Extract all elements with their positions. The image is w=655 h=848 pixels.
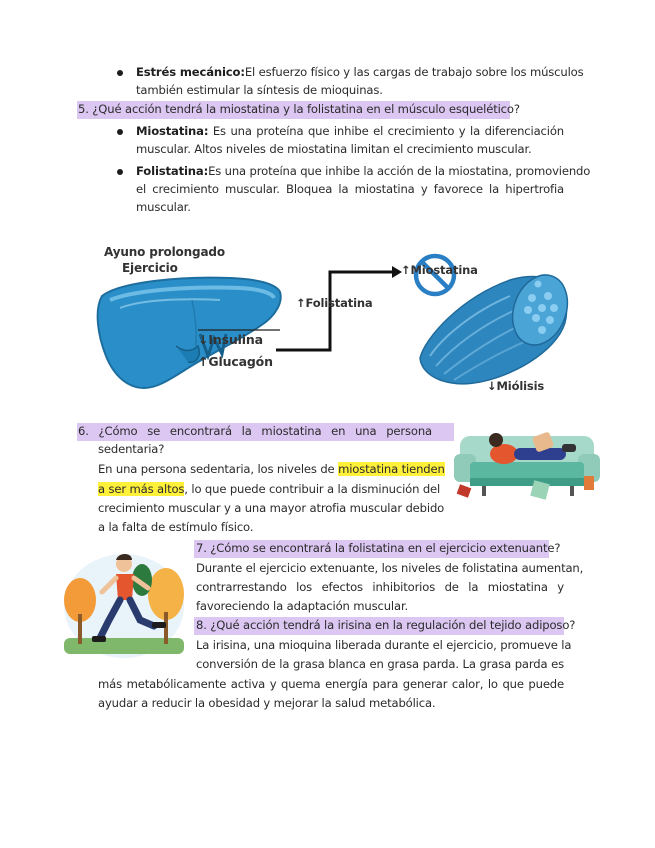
- highlight-text: a ser más altos: [98, 482, 185, 496]
- arrow-down-icon: ↓: [487, 379, 497, 393]
- miostatina-title: Miostatina:: [136, 124, 209, 138]
- answer-8-line3: más metabólicamente activa y quema energía para generar calor, lo que puede: [98, 677, 564, 691]
- question-7: 7. ¿Cómo se encontrará la folistatina en el ejercicio extenuante?: [196, 541, 561, 555]
- sofa-person-graphic: [452, 420, 604, 500]
- answer-8-line2: conversión de la grasa blanca en grasa parda. La grasa parda es: [196, 657, 564, 671]
- question-6-line2: sedentaria?: [98, 442, 165, 456]
- diagram-title-line2: Ejercicio: [122, 261, 178, 275]
- diagram-title-line1: Ayuno prolongado: [104, 245, 225, 259]
- answer-7-line2: contrarrestando los efectos inhibitorios de la miostatina y: [196, 580, 564, 594]
- arrow-down-icon: ↓: [198, 332, 209, 347]
- list-bullet: [117, 129, 123, 135]
- list-bullet: [117, 70, 123, 76]
- arrow-up-icon: ↑: [296, 296, 306, 310]
- miostatina-line1: Miostatina: Es una proteína que inhibe el crecimiento y la diferenciación: [136, 124, 564, 138]
- bullet-mechanic-line2: también estimular la síntesis de mioquinas.: [136, 83, 383, 97]
- bullet-mechanic-line1: [136, 64, 584, 81]
- exercise-illustration: [60, 542, 188, 660]
- answer-6-line2: a ser más altos, lo que puede contribuir a la disminución del: [98, 482, 441, 496]
- folistatina-line3: muscular.: [136, 200, 191, 214]
- folistatina-title: Folistatina:: [136, 164, 209, 178]
- folistatina-label: ↑Folistatina: [296, 296, 373, 310]
- answer-8-line4: ayudar a reducir la obesidad y mejorar la salud metabólica.: [98, 696, 436, 710]
- question-6-line1: 6. ¿Cómo se encontrará la miostatina en una persona: [78, 424, 432, 438]
- arrow-up-icon: ↑: [401, 263, 411, 277]
- bullet-mechanic-title: Estrés mecánico:: [136, 65, 245, 79]
- answer-7-line1: Durante el ejercicio extenuante, los niveles de folistatina aumentan,: [196, 561, 584, 575]
- answer-6-line3: crecimiento muscular y a una mayor atrofia muscular debido: [98, 501, 445, 515]
- highlight-text: miostatina tienden: [338, 462, 445, 476]
- answer-8-line1: La irisina, una mioquina liberada durante el ejercicio, promueve la: [196, 638, 572, 652]
- question-8: 8. ¿Qué acción tendrá la irisina en la regulación del tejido adiposo?: [196, 618, 576, 632]
- bullet-mechanic-text: El esfuerzo físico y las cargas de trabajo sobre los músculos: [244, 65, 584, 79]
- folistatina-line1: Folistatina:Es una proteína que inhibe la acción de la miostatina, promoviendo: [136, 164, 591, 178]
- glucagon-label: ↑Glucagón: [198, 354, 273, 369]
- question-5: 5. ¿Qué acción tendrá la miostatina y la folistatina en el músculo esquelético?: [78, 102, 520, 116]
- arrow-up-icon: ↑: [198, 354, 209, 369]
- miostatina-line2: muscular. Altos niveles de miostatina limitan el crecimiento muscular.: [136, 142, 532, 156]
- folistatina-line2: el crecimiento muscular. Bloquea la miostatina y favorece la hipertrofia: [136, 182, 564, 196]
- list-bullet: [117, 169, 123, 175]
- insulina-label: ↓Insulina: [198, 332, 263, 347]
- runner-graphic: [60, 542, 188, 660]
- answer-7-line3: favoreciendo la adaptación muscular.: [196, 599, 409, 613]
- sedentary-illustration: [452, 420, 604, 500]
- miolisis-label: ↓Miólisis: [487, 379, 545, 393]
- answer-6-line1: En una persona sedentaria, los niveles de miostatina tienden: [98, 462, 445, 476]
- answer-6-line4: a la falta de estímulo físico.: [98, 520, 254, 534]
- miostatina-label: ↑Miostatina: [401, 263, 478, 277]
